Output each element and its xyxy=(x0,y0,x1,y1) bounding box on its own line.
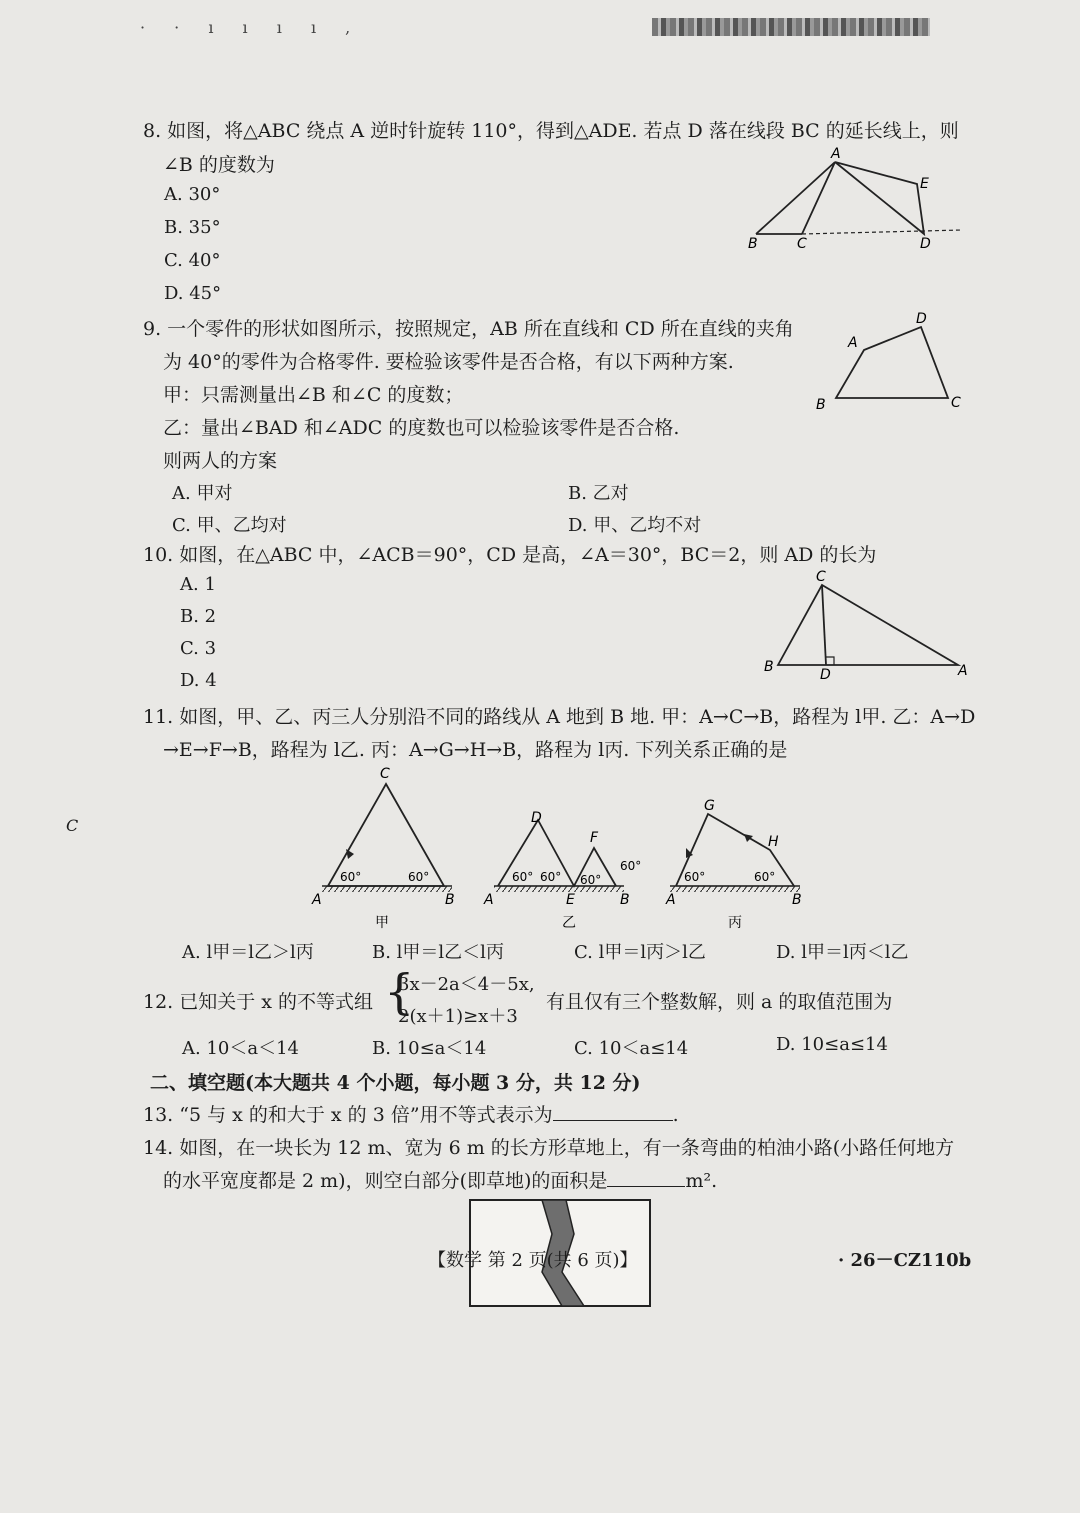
q11-stem-line2: →E→F→B，路程为 l乙. 丙：A→G→H→B，路程为 l丙. 下列关系正确的是 xyxy=(163,739,788,761)
footer-page-info: 【数学 第 2 页(共 6 页)】 xyxy=(428,1250,638,1271)
q10-option-c: C. 3 xyxy=(180,638,217,659)
top-dots: · · ı ı ı ı , xyxy=(140,18,363,37)
section2-heading: 二、填空题(本大题共 4 个小题，每小题 3 分，共 12 分) xyxy=(150,1072,641,1094)
q9-plan-jia: 甲：只需测量出∠B 和∠C 的度数； xyxy=(163,384,464,406)
q13-line xyxy=(143,1100,679,1127)
q8-stem-line1: 8. 如图，将△ABC 绕点 A 逆时针旋转 110°，得到△ADE. 若点 D 落在线段 BC 的延长线上，则 xyxy=(143,120,959,142)
q8-option-b: B. 35° xyxy=(164,217,221,238)
q12-stem-before: 12. 已知关于 x 的不等式组 xyxy=(143,991,374,1013)
q12-option-c: C. 10＜a≤14 xyxy=(574,1038,689,1059)
q14-line2 xyxy=(163,1166,717,1193)
q10-option-a: A. 1 xyxy=(180,574,216,595)
q9-label-c: C xyxy=(951,395,961,411)
q14-stem-line2: 的水平宽度都是 2 m)，则空白部分(即草地)的面积是 xyxy=(163,1170,608,1192)
q9-option-b: B. 乙对 xyxy=(568,483,629,504)
q13-answer-blank[interactable] xyxy=(553,1102,673,1121)
q11-yi-label-b: B xyxy=(620,892,630,908)
q11-bing-label-b: B xyxy=(792,892,802,908)
q8-figure xyxy=(740,140,970,255)
q9-option-d: D. 甲、乙均不对 xyxy=(568,515,702,536)
q11-bing-label-a: A xyxy=(666,892,676,908)
q11-bing-label-h: H xyxy=(768,834,779,850)
q11-yi-angle-2: 60° xyxy=(540,870,562,884)
q9-stem-line1: 9. 一个零件的形状如图所示，按照规定，AB 所在直线和 CD 所在直线的夹角 xyxy=(143,318,794,340)
q12-option-a: A. 10＜a＜14 xyxy=(182,1038,299,1059)
q9-option-c: C. 甲、乙均对 xyxy=(172,515,287,536)
q11-caption-bing: 丙 xyxy=(728,915,742,931)
q12-inequality-1: 3x－2a＜4－5x, xyxy=(398,974,535,995)
q11-caption-yi: 乙 xyxy=(562,915,576,931)
q8-label-a: A xyxy=(831,146,841,162)
q9-plan-yi: 乙：量出∠BAD 和∠ADC 的度数也可以检验该零件是否合格. xyxy=(163,417,680,439)
q8-label-d: D xyxy=(920,236,931,252)
q11-option-c: C. l甲＝l丙＞l乙 xyxy=(574,942,706,963)
q11-jia-angle-right: 60° xyxy=(408,870,430,884)
q14-unit: m². xyxy=(685,1170,718,1192)
q11-yi-label-e: E xyxy=(566,892,575,908)
q11-option-a: A. l甲＝l乙＞l丙 xyxy=(182,942,314,963)
q9-question: 则两人的方案 xyxy=(163,450,278,472)
left-margin-c: C xyxy=(66,816,79,835)
q11-jia-label-b: B xyxy=(445,892,455,908)
q10-label-c: C xyxy=(816,569,826,585)
q12-option-d: D. 10≤a≤14 xyxy=(776,1034,888,1055)
q8-label-b: B xyxy=(748,236,758,252)
q10-label-a: A xyxy=(958,663,968,679)
q11-route-yi xyxy=(483,810,641,931)
q10-stem: 10. 如图，在△ABC 中，∠ACB＝90°，CD 是高，∠A＝30°，BC＝2，则 AD 的长为 xyxy=(143,544,877,566)
q10-figure xyxy=(760,565,980,680)
q8-option-c: C. 40° xyxy=(164,250,221,271)
q14-stem-line1: 14. 如图，在一块长为 12 m、宽为 6 m 的长方形草地上，有一条弯曲的柏油小路(小路任何地方 xyxy=(143,1137,955,1159)
q9-label-d: D xyxy=(916,311,927,327)
q12-brace: { xyxy=(384,964,415,1020)
q9-option-a: A. 甲对 xyxy=(172,483,233,504)
q10-label-b: B xyxy=(764,659,774,675)
q11-jia-label-c: C xyxy=(380,766,390,782)
q8-stem-line2: ∠B 的度数为 xyxy=(163,154,275,176)
q9-label-a: A xyxy=(848,335,858,351)
q9-label-b: B xyxy=(816,397,826,413)
q11-bing-label-g: G xyxy=(704,798,715,814)
q9-figure xyxy=(808,305,978,415)
q11-yi-angle-3: 60° xyxy=(580,873,602,887)
q10-option-d: D. 4 xyxy=(180,670,217,691)
q11-option-d: D. l甲＝l丙＜l乙 xyxy=(776,942,909,963)
q11-yi-label-a: A xyxy=(484,892,494,908)
q11-bing-angle-right: 60° xyxy=(754,870,776,884)
q8-label-e: E xyxy=(920,176,929,192)
q12-stem-after: 有且仅有三个整数解，则 a 的取值范围为 xyxy=(546,991,893,1013)
q11-jia-label-a: A xyxy=(312,892,322,908)
q12-option-b: B. 10≤a＜14 xyxy=(372,1038,487,1059)
q11-yi-label-d: D xyxy=(531,810,542,826)
footer-code: · 26－CZ110b xyxy=(838,1250,972,1271)
q10-label-d: D xyxy=(820,667,831,680)
q11-route-jia xyxy=(311,766,455,931)
q8-label-c: C xyxy=(797,236,807,252)
q11-route-bing xyxy=(665,798,802,931)
q8-option-d: D. 45° xyxy=(164,283,222,304)
q11-bing-angle-left: 60° xyxy=(684,870,706,884)
q11-stem-line1: 11. 如图，甲、乙、丙三人分别沿不同的路线从 A 地到 B 地. 甲：A→C→B，路程为 l甲. 乙：A→D xyxy=(143,706,976,728)
q11-option-b: B. l甲＝l乙＜l丙 xyxy=(372,942,504,963)
q11-yi-label-f: F xyxy=(590,830,599,846)
q9-stem-line2: 为 40°的零件为合格零件. 要检验该零件是否合格，有以下两种方案. xyxy=(163,351,734,373)
q11-yi-angle-4: 60° xyxy=(620,859,642,873)
q13-stem: 13. “5 与 x 的和大于 x 的 3 倍”用不等式表示为 xyxy=(143,1104,553,1126)
q13-end: . xyxy=(672,1104,679,1126)
q11-caption-jia: 甲 xyxy=(375,915,389,931)
q8-option-a: A. 30° xyxy=(164,184,221,205)
top-barcode-strip xyxy=(652,18,930,36)
q11-yi-angle-1: 60° xyxy=(512,870,534,884)
q12-inequality-2: 2(x＋1)≥x＋3 xyxy=(398,1006,518,1027)
q11-figure xyxy=(300,762,820,932)
q10-option-b: B. 2 xyxy=(180,606,217,627)
q11-jia-angle-left: 60° xyxy=(340,870,362,884)
q14-answer-blank[interactable] xyxy=(607,1168,685,1187)
